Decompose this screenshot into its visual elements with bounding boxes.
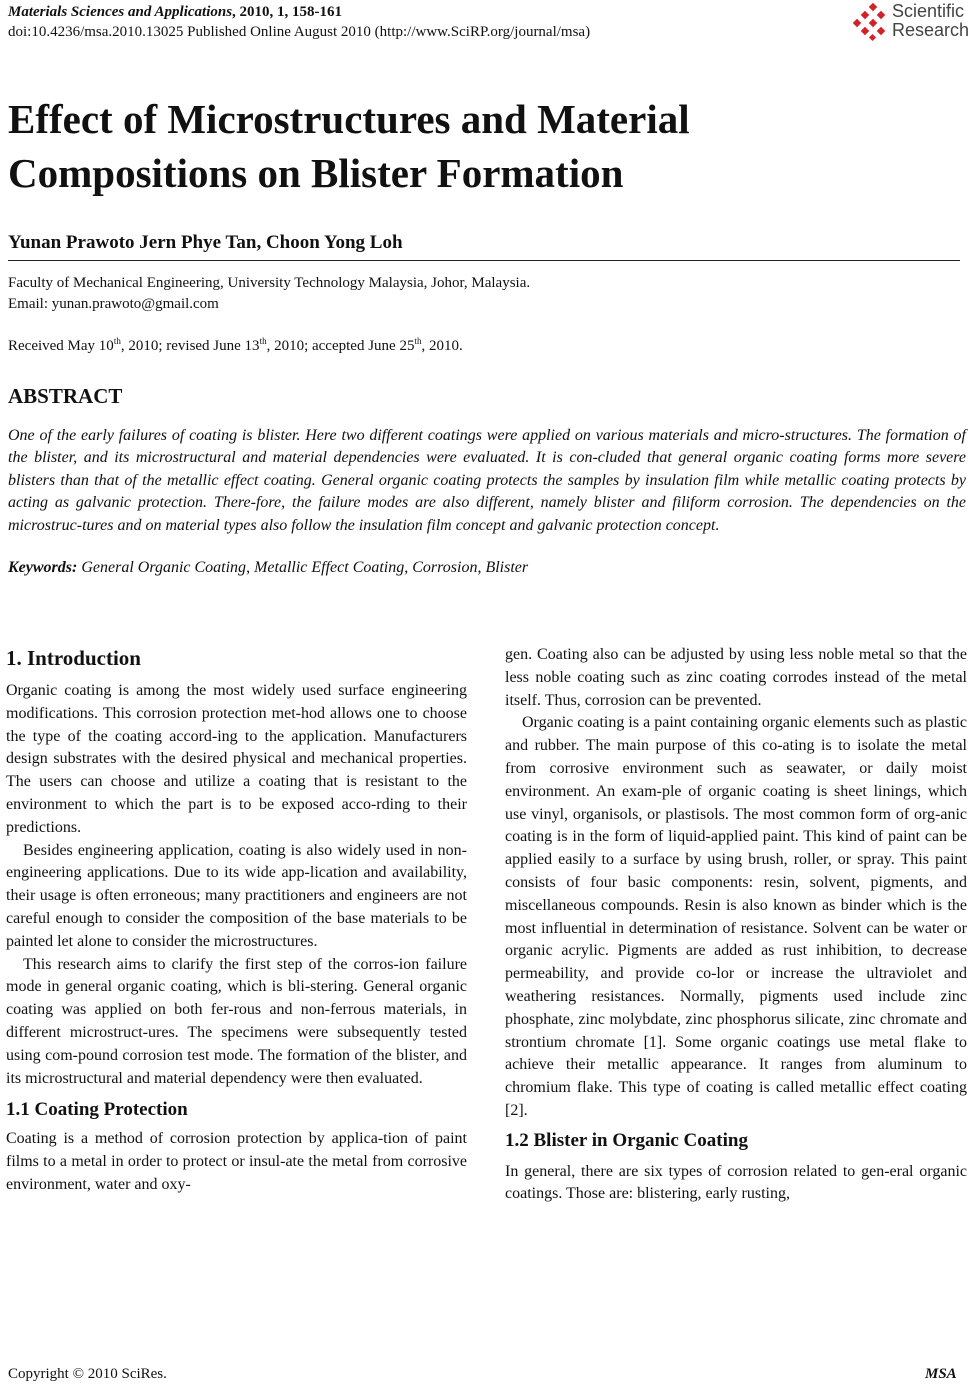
- subsection-heading-blister: 1.2 Blister in Organic Coating: [505, 1129, 748, 1151]
- email: Email: yunan.prawoto@gmail.com: [8, 296, 219, 312]
- journal-citation: [8, 4, 342, 21]
- section-heading-introduction: 1. Introduction: [6, 646, 141, 670]
- keyword: General Organic Coating: [81, 559, 247, 576]
- keywords-label: Keywords:: [8, 559, 78, 576]
- abstract-heading: ABSTRACT: [8, 384, 123, 408]
- logo-text-line1: Scientific: [892, 1, 965, 21]
- paragraph: gen. Coating also can be adjusted by using less noble metal so that the less noble coating such as zinc coating corrodes instead of the metal itself. Thus, corrosion can be prevented.: [505, 646, 967, 709]
- revised-sup: th: [259, 336, 267, 346]
- logo-wordmark: [892, 2, 969, 40]
- received-sup: th: [113, 336, 121, 346]
- journal-volume: , 2010, 1, 158-161: [232, 4, 343, 20]
- paper-title: [8, 92, 948, 200]
- accepted-sup: th: [414, 336, 422, 346]
- divider: [8, 260, 960, 261]
- received-text: Received May 10: [8, 338, 114, 354]
- logo-mark-icon: [852, 2, 890, 42]
- accepted-text: , 2010; accepted June 25: [266, 338, 415, 354]
- paragraph: Organic coating is a paint containing organic elements such as plastic and rubber. The main purpose of this co-ating is to isolate the metal from corrosive environment such as seawater, or daily moist environment. An exam-ple of organic coating is sheet linings, which use vinyl, organisols, or plastisols. The most common form of org-anic coating is in the form of liquid-applied paint. This kind of paint can be applied easily to a surface by using brush, roller, or spray. This paint consists of four basic components: resin, solvent, pigments, and miscellaneous compounds. Resin is also known as binder which is the most influential in determination of resistance. Solvent can be water or organic acrylic. Pigments are added as rust inhibition, to decrease permeability, and provide co-lor or increase the ultraviolet and weathering resistances. Normally, pigments used include zinc phosphate, zinc molybdate, zinc phosphorus silicate, zinc chromate and strontium chromate [1]. Some organic coatings use metal flake to achieve their metallic appearance. It ranges from aluminum to chromium flake. This type of coating is called metallic effect coating [2].: [505, 714, 967, 1119]
- authors: Yunan Prawoto Jern Phye Tan, Choon Yong Loh: [8, 232, 403, 253]
- paragraph: This research aims to clarify the first step of the corros-ion failure mode in general organic coating, which is bli-stering. General organic coating was applied on both fer-rous and non-ferrous materials, in different microstruct-ures. The specimens were subsequently tested using com-pound corrosion test mode. The formation of the blister, and its microstructural and material dependency were then evaluated.: [6, 955, 467, 1087]
- paragraph: Coating is a method of corrosion protection by applica-tion of paint films to a metal in order to protect or insul-ate the metal from corrosive environment, water and oxy-: [6, 1130, 467, 1193]
- revised-text: , 2010; revised June 13: [120, 338, 260, 354]
- doi-line: doi:10.4236/msa.2010.13025 Published Online August 2010 (http://www.SciRP.org/journal/msa): [8, 24, 591, 40]
- right-column: [505, 644, 967, 1206]
- paragraph: Organic coating is among the most widely used surface engineering modifications. This corrosion protection met-hod allows one to choose the type of the coating accord-ing to the application. Manufacturers design substrates with the desired physical and mechanical properties. The users can choose and utilize a coating that is resistant to the environment to which the part is to be exposed acco-rding to their predictions.: [6, 682, 467, 836]
- title-line-1: Effect of Microstructures and Material: [8, 96, 690, 142]
- paragraph: Besides engineering application, coating is also widely used in non-engineering applications. Due to its wide app-lication and availability, their usage is often erroneous; many practitioners and engineers are not careful enough to consider the composition of the base materials to be painted let alone to consider the microstructures.: [6, 841, 467, 950]
- footer-copyright: Copyright © 2010 SciRes.: [8, 1366, 167, 1382]
- received-dates: [8, 336, 463, 355]
- keywords: [8, 559, 528, 577]
- keyword: Corrosion: [412, 559, 478, 576]
- publisher-logo: [852, 2, 969, 44]
- subsection-heading-coating-protection: 1.1 Coating Protection: [6, 1099, 188, 1121]
- keyword: Metallic Effect Coating: [254, 559, 405, 576]
- journal-name: Materials Sciences and Applications: [8, 4, 233, 20]
- affiliation-block: [8, 273, 530, 315]
- paragraph: In general, there are six types of corrosion related to gen-eral organic coatings. Those are: blistering, early rusting,: [505, 1162, 967, 1203]
- abstract-body: One of the early failures of coating is blister. Here two different coatings were applied on various materials and micro-structures. The formation of the blister, and its microstructural and material dependencies were evaluated. It is con-cluded that general organic coating forms more severe blisters than that of the metallic effect coating. General organic coating protects the samples by insulation film while metallic coating protects by acting as galvanic protection. There-fore, the failure modes are also different, namely blister and filiform corrosion. The dependencies on the microstruc-tures and on material types also follow the insulation film concept and galvanic protection concept.: [8, 427, 966, 534]
- keyword-separator: ,: [246, 559, 255, 576]
- keyword-separator: ,: [404, 559, 413, 576]
- title-line-2: Compositions on Blister Formation: [8, 150, 624, 196]
- keyword-separator: ,: [477, 559, 486, 576]
- received-end: , 2010.: [421, 338, 463, 354]
- affiliation: Faculty of Mechanical Engineering, University Technology Malaysia, Johor, Malaysia.: [8, 275, 531, 291]
- logo-text-line2: Research: [892, 20, 969, 40]
- keyword: Blister: [485, 559, 529, 576]
- left-column: [6, 680, 467, 1197]
- footer-journal-abbr: MSA: [925, 1366, 957, 1382]
